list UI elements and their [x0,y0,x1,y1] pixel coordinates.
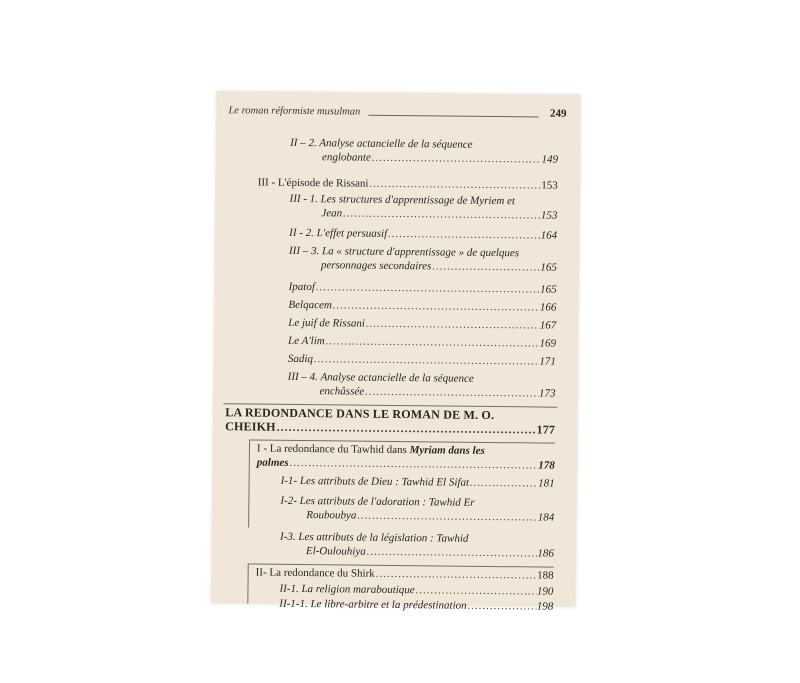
running-header-page-number: 249 [549,107,567,120]
toc-entry [257,442,555,473]
toc-entry-text: El-Oulouhiya [305,545,366,558]
toc-section-title: CHEIKH [225,419,276,434]
toc-page-number: 149 [541,153,559,166]
dot-leader [316,280,539,296]
dot-leader [432,259,539,274]
dot-leader [367,545,537,561]
toc-entry [290,136,558,167]
toc-page-number: 165 [540,283,557,296]
toc-entry [256,566,554,583]
toc-entry-text: I-2- Les attributs de l'adoration : Tawhid Er [280,494,475,509]
dot-leader [290,456,538,473]
dot-leader [468,599,536,614]
toc-page-number: 184 [537,511,555,524]
toc-section-title: LA REDONDANCE DANS LE ROMAN DE M. O. [225,405,495,423]
toc-entry [288,316,556,333]
toc-entry-text: Jean [321,207,343,220]
toc-entry-book-title: palmes [256,456,289,469]
toc-entry-text: I-3. Les attributs de la législation : Tawhid [279,530,469,545]
toc-entry [289,192,557,223]
toc-entry-text: Ipatof [288,280,315,294]
toc-entry-text: enchâssée [319,385,365,398]
toc-page-number: 177 [536,422,556,437]
dot-leader [388,227,540,243]
toc-page-number: 181 [538,477,555,490]
toc-page-number: 166 [539,301,557,314]
toc-entry-text: personnages secondaires [320,259,432,273]
toc-entry-text: II-1-1. Le libre-arbitre et la prédestination [279,597,467,612]
toc-page-number: 171 [539,355,556,368]
dot-leader [470,476,537,491]
toc-page-number: 178 [538,459,555,472]
toc-entry [280,494,554,525]
book-page [211,91,580,613]
dot-leader [314,352,539,368]
dot-leader [376,567,537,583]
toc-entry-text: I-1- Les attributs de Dieu : Tawhid El Sifat [280,474,470,489]
section-bracket [248,439,250,527]
toc-entry-text: Sadiq [287,352,314,366]
toc-page-number: 173 [538,387,556,400]
toc-section-heading [225,405,555,436]
toc-entry-text: Belqacem [288,298,332,312]
toc-entry-text: III – 3. La « structure d'apprentissage » de quelques [288,244,520,260]
dot-leader [369,177,540,193]
toc-entry-text: III - 1. Les structures d'apprentissage de Myriem et [289,192,516,208]
toc-page-number: 188 [537,569,554,582]
toc-entry-text: Le A'lim [288,334,325,348]
toc-entry-text: II – 2. Analyse actancielle de la séquence [290,136,473,151]
toc-entry-text: Rouboubya [306,509,357,522]
toc-entry-text: II - 2. L'effet persuasif [289,226,388,240]
toc-page-number: 165 [540,261,557,274]
toc-entry-text: II- La redondance du Shirk [255,566,375,580]
dot-leader [365,385,538,401]
dot-leader [326,334,539,350]
dot-leader [416,583,536,598]
dot-leader [343,206,540,222]
toc-page-number: 164 [540,229,558,242]
toc-entry-text: Le juif de Rissani [288,316,366,330]
toc-entry [289,244,557,275]
toc-page-number: 169 [539,337,557,350]
dot-leader [333,298,539,314]
toc-entry [289,280,557,297]
running-header [228,105,566,125]
toc-entry-book-title: Myriam dans les [409,444,485,457]
toc-entry [289,226,557,243]
toc-entry [281,474,555,491]
section-bracket [247,563,248,603]
dot-leader [372,151,541,167]
toc-entry-text: I - La redondance du Tawhid dans [256,442,410,457]
toc-page-number: 198 [536,600,554,613]
dot-leader [277,420,536,437]
toc-entry [279,582,553,599]
dot-leader [366,317,539,333]
dot-leader [357,509,537,525]
toc-page-number: 153 [541,179,558,192]
toc-entry-text: III - L'épisode de Rissani [257,176,369,190]
toc-entry [287,370,555,401]
toc-page-number: 153 [540,209,558,222]
toc-entry [258,176,558,193]
toc-entry-text: II-1. La religion maraboutique [279,582,415,597]
toc-entry-text: englobante [321,151,371,164]
toc-entry [280,530,554,561]
toc-page-number: 167 [539,319,557,332]
toc-entry [279,597,553,614]
running-header-title: Le roman réformiste musulman [228,105,361,118]
header-rule [368,115,538,118]
toc-page-number: 190 [536,585,554,598]
toc-entry [288,334,556,351]
toc-entry-text: III – 4. Analyse actancielle de la séquence [287,370,474,385]
toc-entry [288,352,556,369]
toc-entry [288,298,556,315]
toc-page-number: 186 [537,547,554,560]
